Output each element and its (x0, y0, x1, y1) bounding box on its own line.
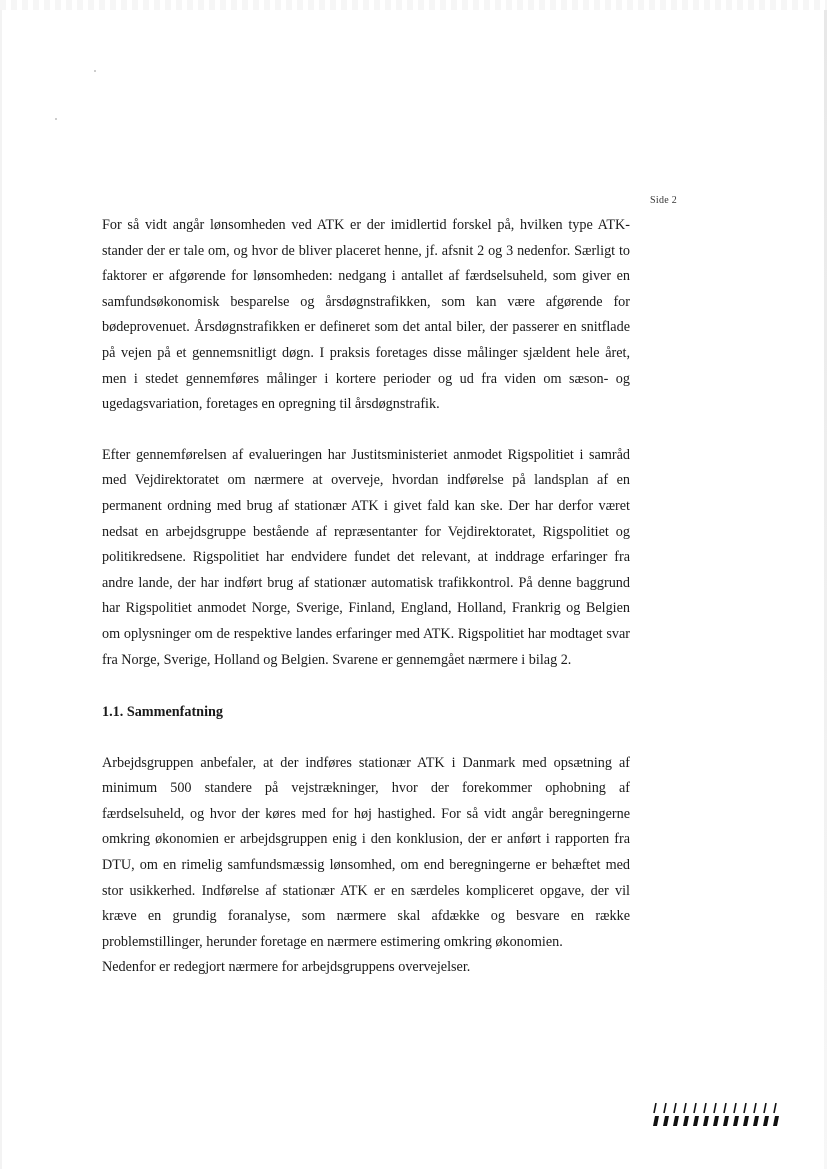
summary-paragraph: Arbejdsgruppen anbefaler, at der indføres stationær ATK i Danmark med opsætning af minimum 500 standere på vejstrækninger, hvor der forekommer ophobning af færdselsuheld, og hvor der køres med for høj hastighed. For så vidt angår beregningerne omkring økonomien er arbejdsgruppen enig i den konklusion, der er anført i rapporten fra DTU, om en rimelig samfundsmæssig lønsomhed, om end beregningerne er behæftet med stor usikkerhed. Indførelse af stationær ATK er en særdeles kompliceret opgave, der vil kræve en grundig foranalyse, som nærmere skal afdække og besvare en række problemstillinger, herunder foretage en nærmere estimering omkring økonomien. (102, 754, 630, 950)
barcode-thick-bar (743, 1116, 749, 1126)
barcode-thin-bar (764, 1103, 766, 1113)
scan-edge-left (0, 10, 2, 1169)
barcode-thin-bar (714, 1103, 716, 1113)
scan-speck (94, 70, 96, 72)
barcode-thick-bar (673, 1116, 679, 1126)
barcode-thick-bar (653, 1116, 659, 1126)
scan-speck (55, 118, 57, 120)
body-paragraph-working-group: Efter gennemførelsen af evalueringen har Justitsministeriet anmodet Rigspolitiet i samråd med Vejdirektoratet om nærmere at overveje, hvordan indførelse på landsplan af en permanent ordning med brug af stationær ATK i givet fald kan ske. Der har derfor været nedsat en arbejdsgruppe bestående af repræsentanter for Vejdirektoratet, Rigspolitiet og politikredsene. Rigspolitiet har endvidere fundet det relevant, at inddrage erfaringer fra andre lande, der har indført brug af stationær automatisk trafikkontrol. På denne baggrund har Rigspolitiet anmodet Norge, Sverige, Finland, England, Holland, Frankrig og Belgien om oplysninger om de respektive landes erfaringer med ATK. Rigspolitiet har modtaget svar fra Norge, Sverige, Holland og Belgien. Svarene er gennemgået nærmere i bilag 2. (102, 446, 630, 668)
barcode-thin-bar (664, 1103, 666, 1113)
barcode-mark (651, 1103, 781, 1127)
body-paragraph-profitability: For så vidt angår lønsomheden ved ATK er der imidlertid forskel på, hvilken type ATK-stander der er tale om, og hvor de bliver placeret henne, jf. afsnit 2 og 3 nedenfor. Særligt to faktorer er afgørende for lønsomheden: nedgang i antallet af færdselsuheld, som giver en samfundsøkonomisk besparelse og årsdøgnstrafikken, som kan være afgørende for bødeprovenuet. Årsdøgnstrafikken er defineret som det antal biler, der passerer en snitflade på vejen på et gennemsnitligt døgn. I praksis foretages disse målinger sjældent hele året, men i stedet gennemføres målinger i kortere perioder og ud fra viden om sæson- og ugedagsvariation, foretages en opregning til årsdøgnstrafik. (102, 217, 630, 413)
barcode-thick-bar (753, 1116, 759, 1126)
barcode-thick-bar (713, 1116, 719, 1126)
barcode-bottom-row (653, 1116, 779, 1126)
barcode-thick-bar (763, 1116, 769, 1126)
document-body (102, 213, 630, 981)
summary-closing-line: Nedenfor er redegjort nærmere for arbejdsgruppens overvejelser. (102, 959, 471, 976)
scan-edge-top (0, 0, 827, 10)
barcode-thin-bar (694, 1103, 696, 1113)
barcode-thick-bar (733, 1116, 739, 1126)
barcode-thin-bar (704, 1103, 706, 1113)
barcode-thin-bar (754, 1103, 756, 1113)
barcode-thick-bar (723, 1116, 729, 1126)
page-number: Side 2 (650, 195, 678, 206)
barcode-top-row (654, 1103, 776, 1113)
barcode-thin-bar (734, 1103, 736, 1113)
barcode-thin-bar (674, 1103, 676, 1113)
barcode-thick-bar (773, 1116, 779, 1126)
barcode-thick-bar (703, 1116, 709, 1126)
section-heading: 1.1. Sammenfatning (102, 704, 223, 721)
barcode-thin-bar (684, 1103, 686, 1113)
barcode-thick-bar (683, 1116, 689, 1126)
barcode-thick-bar (693, 1116, 699, 1126)
barcode-thin-bar (724, 1103, 726, 1113)
barcode-thin-bar (774, 1103, 776, 1113)
barcode-thick-bar (663, 1116, 669, 1126)
barcode-thin-bar (744, 1103, 746, 1113)
barcode-thin-bar (654, 1103, 656, 1113)
